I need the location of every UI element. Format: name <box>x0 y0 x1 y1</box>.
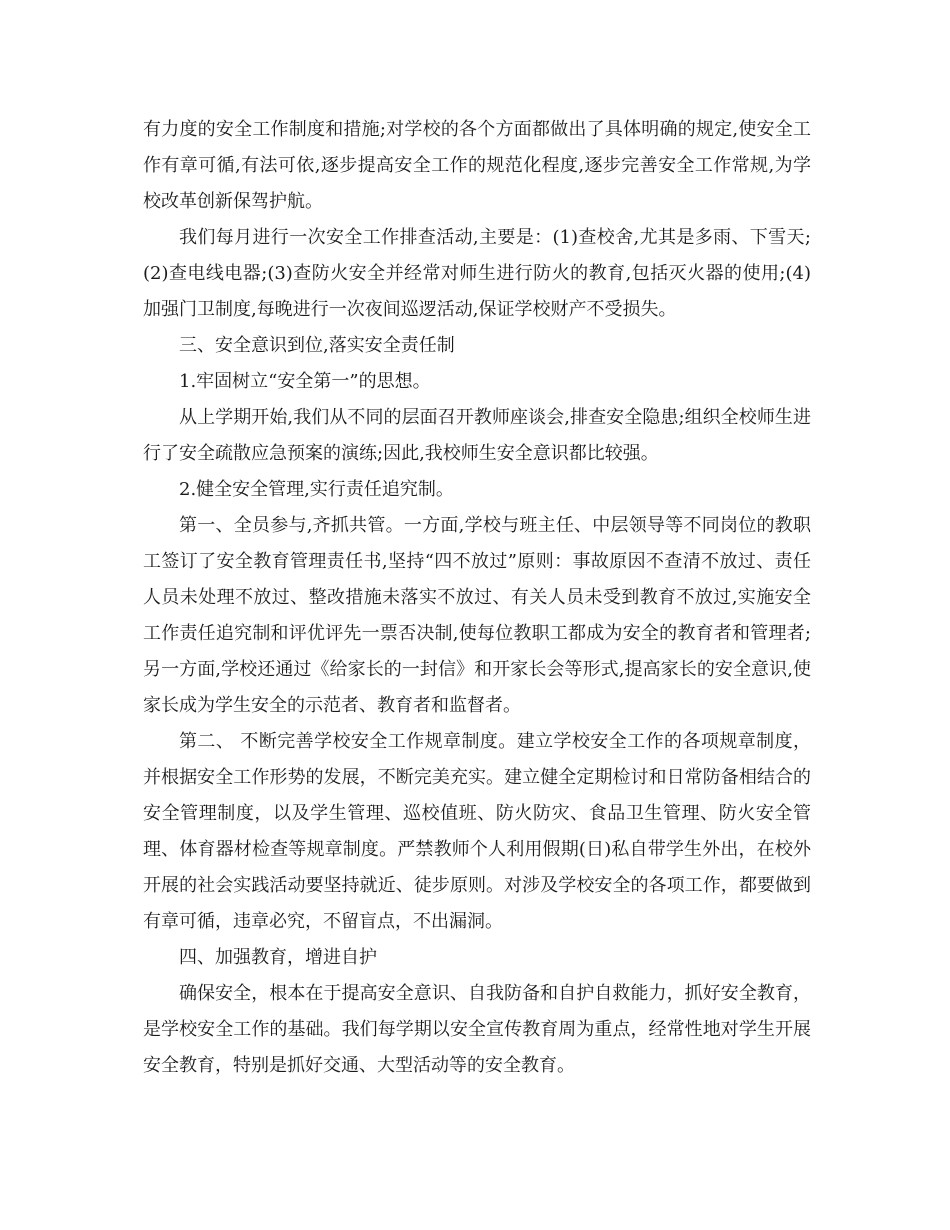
body-paragraph-4: 第一、全员参与,齐抓共管。一方面,学校与班主任、中层领导等不同岗位的教职工签订了安全教育管理责任书,坚持“四不放过”原则：事故原因不查清不放过、责任人员未处理不放过、整改措施未落实不放过、有关人员未受到教育不放过,实施安全工作责任追究制和评优评先一票否决制,使每位教职工都成为安全的教育者和管理者;另一方面,学校还通过《给家长的一封信》和开家长会等形式,提高家长的安全意识,使家长成为学生安全的示范者、教育者和监督者。 <box>143 515 811 716</box>
body-paragraph-6: 确保安全，根本在于提高安全意识、自我防备和自护自救能力，抓好安全教育，是学校安全工作的基础。我们每学期以安全宣传教育周为重点，经常性地对学生开展安全教育，特别是抓好交通、大型活动等的安全教育。 <box>143 983 811 1076</box>
section-heading-4: 四、加强教育，增进自护 <box>179 947 377 968</box>
body-paragraph-5: 第二、 不断完善学校安全工作规章制度。建立学校安全工作的各项规章制度，并根据安全工作形势的发展，不断完美充实。建立健全定期检讨和日常防备相结合的安全管理制度，以及学生管理、巡校值班、防火防灾、食品卫生管理、防火安全管理、体育器材检查等规章制度。严禁教师个人利用假期(日)私自带学生外出，在校外开展的社会实践活动要坚持就近、徒步原则。对涉及学校安全的各项工作，都要做到有章可循，违章必究，不留盲点，不出漏洞。 <box>143 731 811 932</box>
subheading-3-2: 2.健全安全管理,实行责任追究制。 <box>179 479 454 500</box>
body-paragraph-3: 从上学期开始,我们从不同的层面召开教师座谈会,排查安全隐患;组织全校师生进行了安全疏散应急预案的演练;因此,我校师生安全意识都比较强。 <box>143 407 811 464</box>
document-body <box>143 112 811 1084</box>
subheading-3-1: 1.牢固树立“安全第一”的思想。 <box>179 371 431 392</box>
body-paragraph-1: 有力度的安全工作制度和措施;对学校的各个方面都做出了具体明确的规定,使安全工作有章可循,有法可依,逐步提高安全工作的规范化程度,逐步完善安全工作常规,为学校改革创新保驾护航。 <box>143 119 811 212</box>
section-heading-3: 三、安全意识到位,落实安全责任制 <box>179 335 455 356</box>
body-paragraph-2: 我们每月进行一次安全工作排查活动,主要是：(1)查校舍,尤其是多雨、下雪天;(2)查电线电器;(3)查防火安全并经常对师生进行防火的教育,包括灭火器的使用;(4)加强门卫制度,每晚进行一次夜间巡逻活动,保证学校财产不受损失。 <box>143 227 811 320</box>
